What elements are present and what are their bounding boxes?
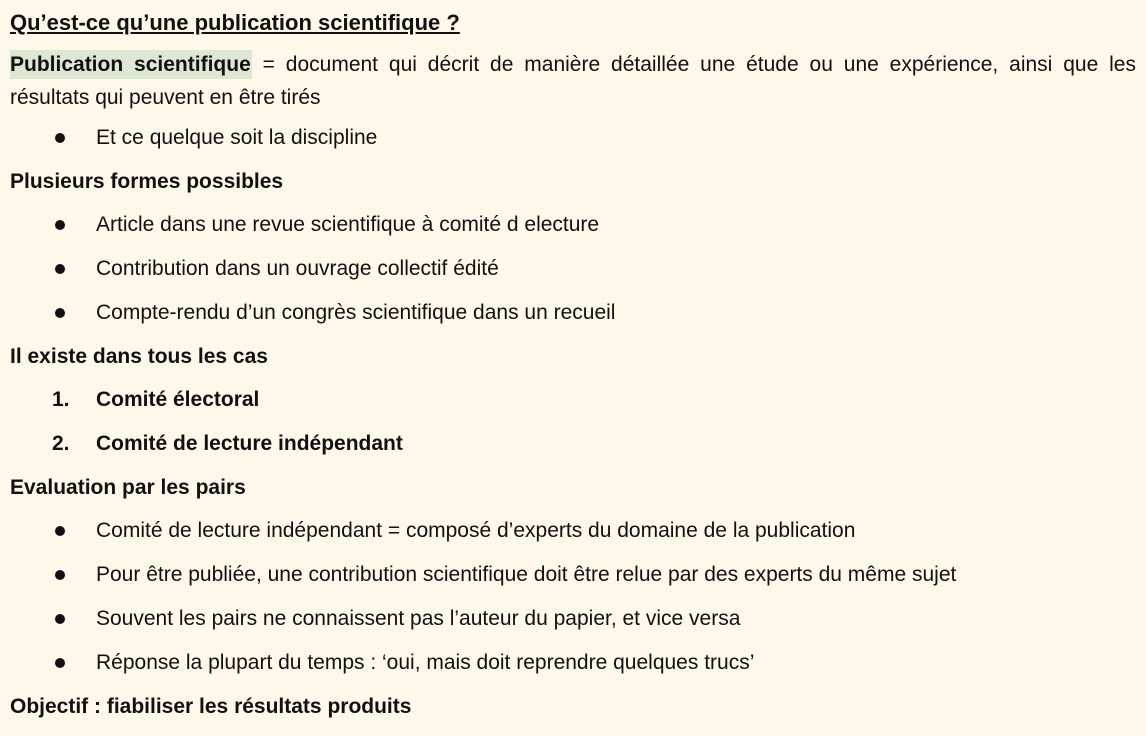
numbered-item xyxy=(10,427,1136,460)
list-item xyxy=(10,558,1136,591)
list-item-text: Souvent les pairs ne connaissent pas l’auteur du papier, et vice versa xyxy=(96,607,741,630)
list-item-text: Pour être publiée, une contribution scientifique doit être relue par des experts du même sujet xyxy=(96,563,957,586)
list-item xyxy=(10,296,1136,329)
objective-heading: Objectif : fiabiliser les résultats produits xyxy=(10,695,412,718)
peer-review-bullet-list xyxy=(10,514,1136,679)
list-item-text: Compte-rendu d’un congrès scientifique dans un recueil xyxy=(96,301,616,324)
bullet-icon xyxy=(55,614,65,624)
list-item xyxy=(10,514,1136,547)
list-item-text: Comité de lecture indépendant = composé d’experts du domaine de la publication xyxy=(96,519,856,542)
list-item xyxy=(10,208,1136,241)
list-item xyxy=(10,646,1136,679)
item-number: 2. xyxy=(52,432,70,455)
numbered-item xyxy=(10,383,1136,416)
numbered-item-text: Comité électoral xyxy=(96,388,260,411)
bullet-icon xyxy=(55,264,65,274)
highlighted-term: Publication scientifique xyxy=(10,50,252,79)
definition-text: = document qui décrit de manière détaillée une étude ou une expérience, ainsi que les résultats qui peuvent en être tirés xyxy=(10,53,1136,109)
definition-bullet-list xyxy=(10,121,1136,154)
section-heading-cases: Il existe dans tous les cas xyxy=(10,345,268,368)
definition-paragraph xyxy=(10,48,1136,114)
bullet-icon xyxy=(55,570,65,580)
page-title: Qu’est-ce qu’une publication scientifique ? xyxy=(10,10,460,35)
list-item xyxy=(10,121,1136,154)
list-item-text: Et ce quelque soit la discipline xyxy=(96,126,378,149)
list-item-text: Réponse la plupart du temps : ‘oui, mais doit reprendre quelques trucs’ xyxy=(96,651,755,674)
cases-numbered-list xyxy=(10,383,1136,460)
bullet-icon xyxy=(55,308,65,318)
list-item xyxy=(10,252,1136,285)
bullet-icon xyxy=(55,658,65,668)
list-item-text: Article dans une revue scientifique à comité d electure xyxy=(96,213,600,236)
bullet-icon xyxy=(55,220,65,230)
bullet-icon xyxy=(55,526,65,536)
list-item xyxy=(10,602,1136,635)
section-heading-forms: Plusieurs formes possibles xyxy=(10,170,284,193)
section-heading-peer-review: Evaluation par les pairs xyxy=(10,476,246,499)
numbered-item-text: Comité de lecture indépendant xyxy=(96,432,403,455)
list-item-text: Contribution dans un ouvrage collectif édité xyxy=(96,257,499,280)
forms-bullet-list xyxy=(10,208,1136,329)
bullet-icon xyxy=(55,133,65,143)
item-number: 1. xyxy=(52,388,70,411)
